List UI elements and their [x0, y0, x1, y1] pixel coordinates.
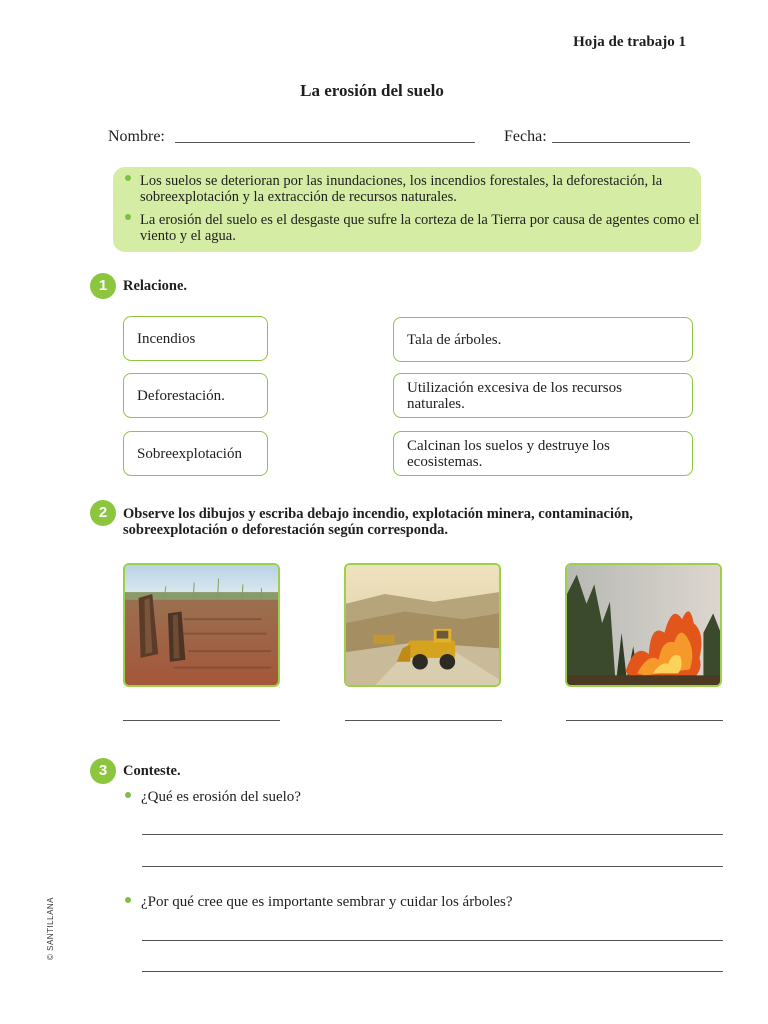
- name-field[interactable]: [175, 142, 475, 143]
- activity1-instruction: Relacione.: [123, 278, 188, 294]
- match-left-label: Incendios: [137, 330, 196, 347]
- activity2-instruction: Observe los dibujos y escriba debajo incendio, explotación minera, contaminación, sobreexplotación o deforestación según corresponda.: [123, 506, 633, 538]
- answer-line-q1-1[interactable]: [142, 834, 723, 835]
- page-title: La erosión del suelo: [300, 81, 444, 100]
- match-right-label: Tala de árboles.: [407, 331, 502, 348]
- info-text-1: Los suelos se deterioran por las inundaciones, los incendios forestales, la deforestación, la sobreexplotación y la extracción de recursos naturales.: [140, 173, 663, 205]
- bullet-icon: [125, 792, 131, 798]
- forest-fire-photo: [565, 563, 722, 687]
- bullet-icon: [125, 897, 131, 903]
- name-label: Nombre:: [108, 128, 165, 145]
- question-2: ¿Por qué cree que es importante sembrar y cuidar los árboles?: [141, 894, 513, 910]
- deforested-field-photo: [123, 563, 280, 687]
- answer-line-q2-2[interactable]: [142, 971, 723, 972]
- match-right-item-2[interactable]: [393, 373, 693, 418]
- match-left-item-2[interactable]: [123, 373, 268, 418]
- step-number-1: 1: [90, 273, 116, 299]
- match-right-item-1[interactable]: [393, 317, 693, 362]
- match-left-label: Sobreexplotación: [137, 445, 242, 462]
- match-left-item-3[interactable]: [123, 431, 268, 476]
- answer-line-q2-1[interactable]: [142, 940, 723, 941]
- date-label: Fecha:: [504, 128, 547, 145]
- answer-line-q1-2[interactable]: [142, 866, 723, 867]
- date-field[interactable]: [552, 142, 690, 143]
- worksheet-label: Hoja de trabajo 1: [573, 34, 686, 50]
- answer-line-photo-1[interactable]: [123, 720, 280, 721]
- match-right-label: Calcinan los suelos y destruye los ecosistemas.: [407, 437, 610, 470]
- question-1: ¿Qué es erosión del suelo?: [141, 789, 301, 805]
- activity3-instruction: Conteste.: [123, 763, 181, 779]
- match-left-label: Deforestación.: [137, 387, 225, 404]
- info-box: [113, 167, 701, 252]
- bullet-icon: [125, 175, 131, 181]
- match-right-label: Utilización excesiva de los recursos naturales.: [407, 379, 622, 412]
- mining-bulldozer-photo: [344, 563, 501, 687]
- match-right-item-3[interactable]: [393, 431, 693, 476]
- copyright-notice: © SANTILLANA: [46, 896, 55, 960]
- step-number-2: 2: [90, 500, 116, 526]
- answer-line-photo-2[interactable]: [345, 720, 502, 721]
- bullet-icon: [125, 214, 131, 220]
- step-number-3: 3: [90, 758, 116, 784]
- match-left-item-1[interactable]: [123, 316, 268, 361]
- info-text-2: La erosión del suelo es el desgaste que sufre la corteza de la Tierra por causa de agentes como el viento y el agua.: [140, 212, 700, 244]
- answer-line-photo-3[interactable]: [566, 720, 723, 721]
